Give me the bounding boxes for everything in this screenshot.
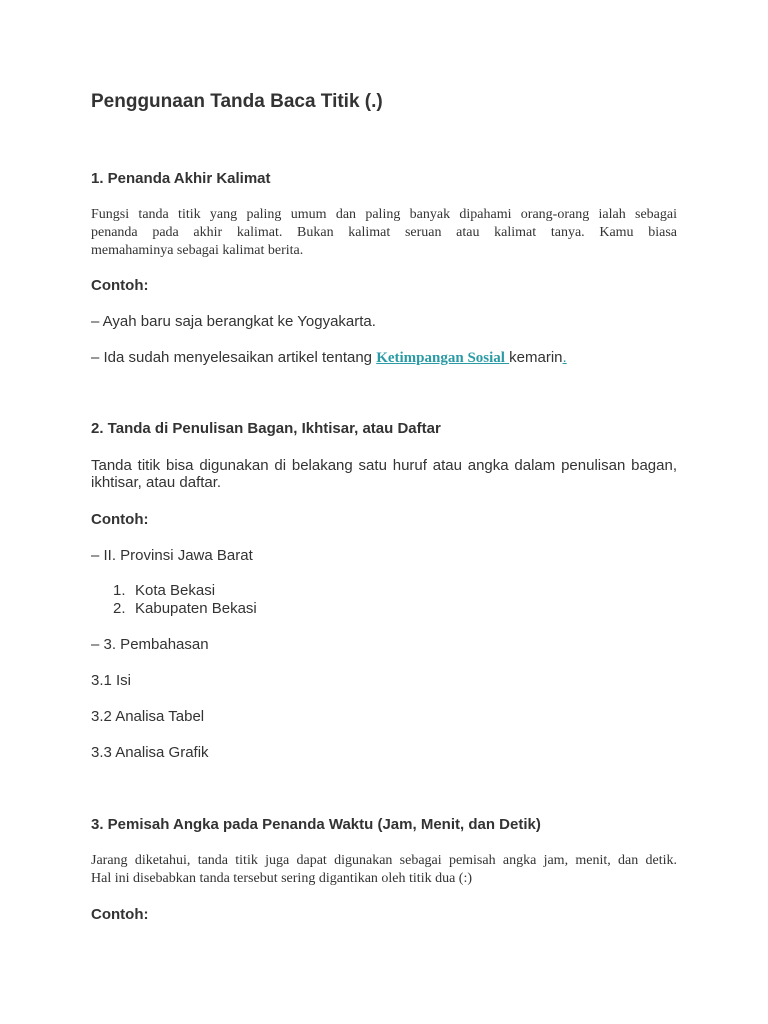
- section-3-paragraph: [91, 852, 677, 888]
- example-text: – Ida sudah menyelesaikan artikel tentang: [91, 349, 377, 366]
- sub-item: 3.3 Analisa Grafik: [91, 744, 209, 761]
- paragraph-line: penanda pada akhir kalimat. Bukan kalimat seruan atau kalimat tanya. Kamu biasa: [91, 225, 677, 240]
- section-2-paragraph: [91, 457, 677, 491]
- paragraph-line: Tanda titik bisa digunakan di belakang satu huruf atau angka dalam penulisan bagan,: [91, 457, 677, 474]
- paragraph-line: Fungsi tanda titik yang paling umum dan paling banyak dipahami orang-orang ialah sebagai: [91, 207, 677, 222]
- section-2-example-label: Contoh:: [91, 511, 149, 528]
- list-item: – 3. Pembahasan: [91, 636, 209, 653]
- section-3-heading: 3. Pemisah Angka pada Penanda Waktu (Jam, Menit, dan Detik): [91, 816, 541, 833]
- paragraph-line: Jarang diketahui, tanda titik juga dapat digunakan sebagai pemisah angka jam, menit, dan detik.: [91, 853, 677, 868]
- ordered-list-item: 2. Kabupaten Bekasi: [113, 600, 257, 617]
- paragraph-line: memahaminya sebagai kalimat berita.: [91, 243, 304, 258]
- paragraph-line: Hal ini disebabkan tanda tersebut sering digantikan oleh titik dua (:): [91, 871, 473, 886]
- section-1-example-label: Contoh:: [91, 277, 149, 294]
- sub-item: 3.1 Isi: [91, 672, 132, 689]
- page-title: Penggunaan Tanda Baca Titik (.): [91, 91, 383, 112]
- trailing-period: .: [562, 349, 567, 366]
- section-1-paragraph: [91, 206, 677, 260]
- ketimpangan-sosial-link[interactable]: Ketimpangan Sosial: [376, 350, 505, 366]
- paragraph-line: ikhtisar, atau daftar.: [91, 474, 222, 491]
- section-1-example-1: – Ayah baru saja berangkat ke Yogyakarta.: [91, 313, 376, 330]
- section-2-heading: 2. Tanda di Penulisan Bagan, Ikhtisar, atau Daftar: [91, 420, 441, 437]
- list-item: – II. Provinsi Jawa Barat: [91, 547, 253, 564]
- section-1-example-2: [91, 349, 567, 367]
- ordered-list-item: 1. Kota Bekasi: [113, 582, 216, 599]
- section-3-example-label: Contoh:: [91, 906, 149, 923]
- ordered-list: [113, 582, 257, 618]
- sub-item: 3.2 Analisa Tabel: [91, 708, 205, 725]
- section-1-heading: 1. Penanda Akhir Kalimat: [91, 170, 271, 187]
- example-text-end: kemarin: [509, 349, 563, 366]
